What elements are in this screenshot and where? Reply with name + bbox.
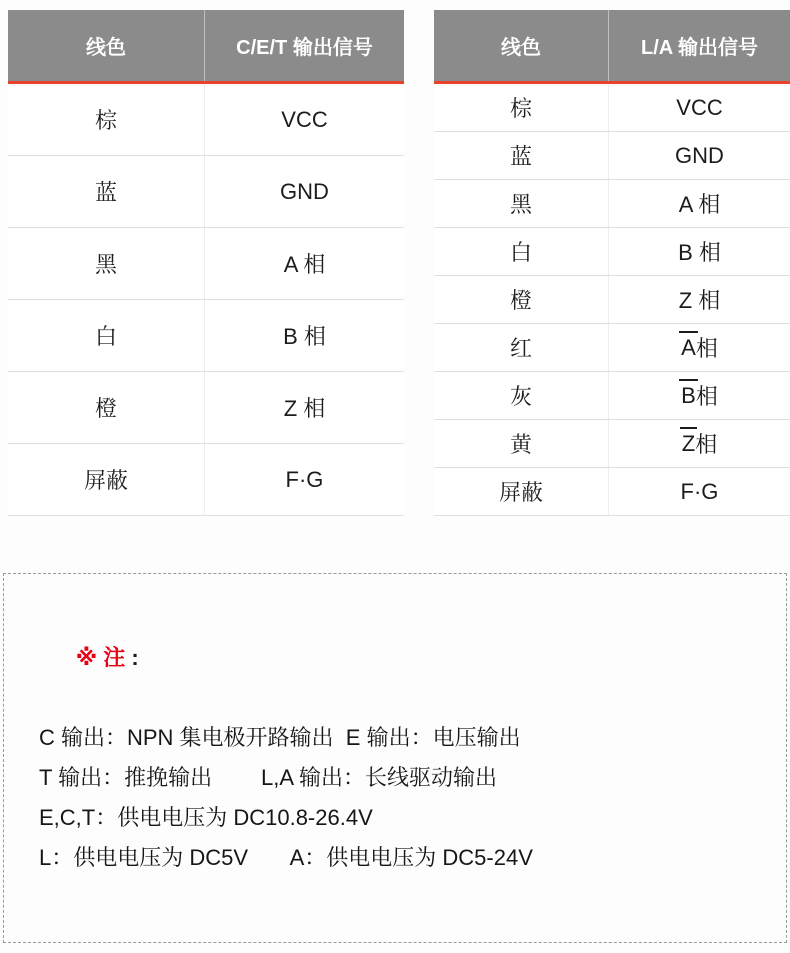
column-header-cet-signal: C/E/T 输出信号 <box>204 10 404 81</box>
table-row <box>434 324 790 372</box>
column-header-la-signal: L/A 输出信号 <box>608 10 790 81</box>
wire-color-cell: 黑 <box>509 192 532 217</box>
la-signal-table <box>434 10 790 516</box>
table-row <box>8 156 404 228</box>
note-line: T 输出：推挽输出 L,A 输出：长线驱动输出 <box>39 765 497 790</box>
output-signal-cell: GND <box>204 156 404 227</box>
wire-color-cell: 灰 <box>509 384 532 409</box>
wire-color-cell: 红 <box>509 336 532 361</box>
output-signal-cell: Z 相 <box>608 276 790 323</box>
column-header-wire-color: 线色 <box>86 37 126 59</box>
output-signal-cell: Z 相 <box>608 420 790 467</box>
column-header-wire-color: 线色 <box>501 37 541 59</box>
la-table-body <box>434 84 790 516</box>
output-signal-cell: F·G <box>608 468 790 515</box>
table-row <box>434 372 790 420</box>
note-line: E,C,T：供电电压为 DC10.8-26.4V <box>39 805 373 830</box>
output-signal-cell: GND <box>608 132 790 179</box>
table-row <box>434 420 790 468</box>
output-signal-cell: VCC <box>204 84 404 155</box>
cet-table-header <box>8 10 404 84</box>
la-table-header <box>434 10 790 84</box>
cet-table-body <box>8 84 404 516</box>
output-signal-cell: Z 相 <box>204 372 404 443</box>
wire-color-cell: 黄 <box>509 432 532 457</box>
output-signal-cell: B 相 <box>204 300 404 371</box>
wire-color-cell: 白 <box>94 324 117 349</box>
table-row <box>434 276 790 324</box>
table-row <box>434 84 790 132</box>
table-row <box>8 228 404 300</box>
note-title <box>39 598 766 718</box>
table-row <box>434 180 790 228</box>
output-signal-cell: A 相 <box>608 324 790 371</box>
output-signal-cell: A 相 <box>204 228 404 299</box>
overline-letter: B <box>681 382 696 408</box>
overline-letter: A <box>681 334 696 360</box>
wire-color-cell: 蓝 <box>94 180 117 205</box>
table-row <box>8 372 404 444</box>
table-row <box>8 84 404 156</box>
wire-color-cell: 蓝 <box>509 144 532 169</box>
cet-signal-table <box>8 10 404 516</box>
output-signal-cell: B 相 <box>608 228 790 275</box>
output-signal-cell: A 相 <box>608 180 790 227</box>
wire-color-cell: 屏蔽 <box>83 468 128 493</box>
wire-color-cell: 白 <box>509 240 532 265</box>
note-marker: ※ 注 <box>75 645 126 670</box>
note-marker-colon: : <box>125 645 139 670</box>
note-line: C 输出：NPN 集电极开路输出 E 输出：电压输出 <box>39 725 521 750</box>
wire-color-cell: 黑 <box>94 252 117 277</box>
output-signal-cell: VCC <box>608 84 790 131</box>
table-row <box>8 444 404 516</box>
wire-color-cell: 棕 <box>94 108 117 133</box>
wire-color-cell: 棕 <box>509 96 532 121</box>
note-line: L：供电电压为 DC5V A：供电电压为 DC5-24V <box>39 845 533 870</box>
wire-color-cell: 屏蔽 <box>498 480 543 505</box>
table-row <box>434 132 790 180</box>
note-lines <box>39 718 766 878</box>
output-signal-cell: F·G <box>204 444 404 515</box>
wire-color-cell: 橙 <box>509 288 532 313</box>
note-box <box>3 573 787 943</box>
table-row <box>8 300 404 372</box>
wire-color-cell: 橙 <box>94 396 117 421</box>
output-signal-cell: B 相 <box>608 372 790 419</box>
overline-letter: Z <box>681 430 696 456</box>
table-row <box>434 228 790 276</box>
table-row <box>434 468 790 516</box>
